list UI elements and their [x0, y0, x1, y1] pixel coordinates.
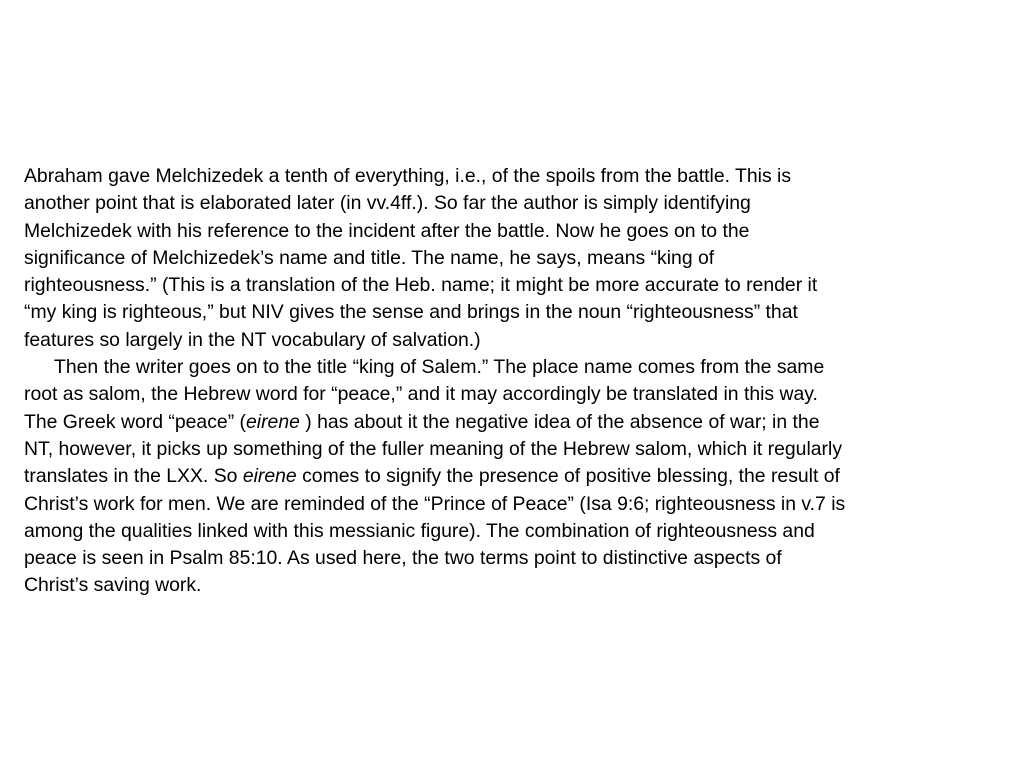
- text-segment: ) has about it the negative idea of the absence of war; in the: [299, 410, 820, 433]
- greek-term-italic: eirene: [246, 410, 300, 433]
- text-line: “my king is righteous,” but NIV gives the sense and brings in the noun “righteousness” that: [24, 301, 798, 324]
- text-segment: translates in the LXX. So: [24, 465, 243, 488]
- text-line-content: Then the writer goes on to the title “king of Salem.” The place name comes from the same: [54, 356, 825, 379]
- text-line: Abraham gave Melchizedek a tenth of everything, i.e., of the spoils from the battle. This is: [24, 165, 792, 187]
- text-line: Christ’s saving work.: [24, 574, 202, 597]
- text-line: another point that is elaborated later (in vv.4ff.). So far the author is simply identifying: [24, 192, 751, 215]
- text-segment: comes to signify the presence of positive blessing, the result of: [296, 465, 840, 488]
- text-line: [24, 409, 1004, 436]
- commentary-text: [24, 163, 1004, 600]
- text-line: Christ’s work for men. We are reminded of the “Prince of Peace” (Isa 9:6; righteousness in v.7 is: [24, 492, 846, 515]
- text-line: significance of Melchizedek’s name and title. The name, he says, means “king of: [24, 246, 715, 269]
- text-line: root as salom, the Hebrew word for “peace,” and it may accordingly be translated in this way.: [24, 383, 818, 406]
- text-line: Melchizedek with his reference to the incident after the battle. Now he goes on to the: [24, 219, 750, 242]
- text-line: peace is seen in Psalm 85:10. As used here, the two terms point to distinctive aspects of: [24, 547, 782, 570]
- text-line: among the qualities linked with this messianic figure). The combination of righteousness and: [24, 519, 815, 542]
- paragraph-start-line: [24, 354, 1004, 381]
- greek-term-italic: eirene: [242, 465, 297, 488]
- text-segment: The Greek word “peace” (: [24, 410, 246, 433]
- text-line: features so largely in the NT vocabulary of salvation.): [24, 328, 481, 351]
- text-line: [24, 463, 1004, 490]
- text-line: NT, however, it picks up something of the fuller meaning of the Hebrew salom, which it regularly: [24, 437, 843, 460]
- text-line: righteousness.” (This is a translation of the Heb. name; it might be more accurate to render it: [24, 274, 818, 297]
